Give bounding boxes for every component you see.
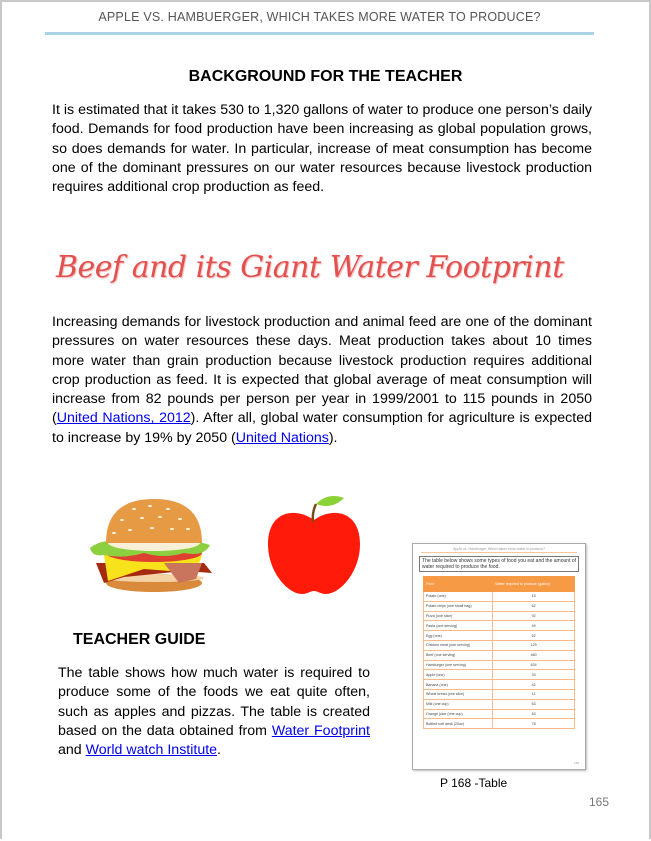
- thumbnail-header: Apple vs. Hamburger: Which takes more water to produce?: [453, 547, 545, 551]
- food-cell: Bottled soft drink (20oz): [424, 719, 493, 729]
- water-cell: 460: [493, 650, 575, 660]
- food-cell: Pizza (one slice): [424, 611, 493, 621]
- water-footprint-link[interactable]: Water Footprint: [271, 722, 370, 739]
- teacher-guide-heading: TEACHER GUIDE: [73, 631, 206, 648]
- water-cell: 52: [493, 631, 575, 641]
- food-cell: Hamburger (one serving): [424, 660, 493, 670]
- water-cell: 78: [493, 719, 575, 729]
- water-cell: 63: [493, 709, 575, 719]
- table-row: [424, 680, 575, 690]
- water-cell: 11: [493, 689, 575, 699]
- united-nations-link[interactable]: United Nations: [235, 429, 329, 446]
- water-cell: 15: [493, 592, 575, 602]
- food-cell: Milk (one cup): [424, 699, 493, 709]
- column-header: Food: [424, 577, 493, 592]
- table-row: [424, 621, 575, 631]
- beef-section-title: Beef and its Giant Water Footprint: [56, 250, 564, 285]
- background-heading: BACKGROUND FOR THE TEACHER: [188, 68, 463, 85]
- water-cell: 63: [493, 699, 575, 709]
- table-row: [424, 709, 575, 719]
- water-cell: 92: [493, 611, 575, 621]
- water-table-thumbnail: [412, 543, 586, 770]
- food-cell: Chicken meat (one serving): [424, 640, 493, 650]
- running-header: APPLE VS. HAMBUERGER, WHICH TAKES MORE WATER TO PRODUCE?: [98, 10, 541, 24]
- food-cell: Potato chips (one small bag): [424, 601, 493, 611]
- hamburger-image: [84, 493, 219, 593]
- thumbnail-intro: The table below shows some types of food you eat and the amount of water required to produce the food.: [419, 556, 579, 572]
- water-cell: 129: [493, 640, 575, 650]
- water-cell: 33: [493, 670, 575, 680]
- text: and: [58, 742, 86, 759]
- text: Increasing demands for livestock production and animal feed are one of the dominant pressures on water resources these days. Meat production takes about 10 times more water than grain production because livestock production requires additional crop production as feed. It is expected that global average of meat consumption will increase from 82 pounds per person per year in 1999/2001 to 115 pounds in 2050 (: [52, 314, 592, 427]
- text: ).: [328, 429, 338, 446]
- table-row: [424, 660, 575, 670]
- text: ). After all, global water consumption for agriculture is expected to increase by 19% by 2050 (: [52, 410, 592, 446]
- united-nations-2012-link[interactable]: United Nations, 2012: [56, 410, 191, 427]
- text: .: [217, 742, 221, 759]
- page-number: 165: [589, 795, 610, 809]
- text: The table shows how much water is required to produce some of the foods we eat quite often, such as apples and pizzas. The table is created based on the data obtained from: [58, 665, 370, 739]
- food-cell: Apple (one): [424, 670, 493, 680]
- table-row: [424, 592, 575, 602]
- background-paragraph: It is estimated that it takes 530 to 1,320 gallons of water to produce one person’s daily food. Demands for food production have been increasing as global population grows, so does demands for water. In particular, increase of meat consumption has become one of the dominant pressures on our water resources because livestock production requires additional crop production as feed.: [52, 102, 592, 196]
- thumbnail-rule: [421, 552, 577, 553]
- apple-image: [264, 492, 364, 596]
- water-cell: 42: [493, 680, 575, 690]
- food-cell: Wheat bread (one slice): [424, 689, 493, 699]
- table-row: [424, 631, 575, 641]
- table-row: [424, 611, 575, 621]
- table-row: [424, 699, 575, 709]
- food-cell: Banana (one): [424, 680, 493, 690]
- food-cell: Egg (one): [424, 631, 493, 641]
- water-table: [423, 576, 575, 729]
- beef-paragraph: [52, 313, 592, 448]
- table-caption: P 168 -Table: [440, 776, 508, 790]
- table-row: [424, 601, 575, 611]
- table-row: [424, 640, 575, 650]
- food-cell: Potato (one): [424, 592, 493, 602]
- table-row: [424, 689, 575, 699]
- world-watch-institute-link[interactable]: World watch Institute: [85, 742, 218, 759]
- water-cell: 62: [493, 601, 575, 611]
- header-rule: [45, 32, 594, 35]
- water-cell: 49: [493, 621, 575, 631]
- food-cell: Pasta (one serving): [424, 621, 493, 631]
- teacher-guide-paragraph: [58, 664, 370, 760]
- food-cell: Beef (one serving): [424, 650, 493, 660]
- water-cell: 634: [493, 660, 575, 670]
- table-row: [424, 650, 575, 660]
- table-row: [424, 670, 575, 680]
- food-cell: Orange juice (one cup): [424, 709, 493, 719]
- table-row: [424, 719, 575, 729]
- thumbnail-page-number: 168: [573, 761, 579, 765]
- column-header: Water required to produce (gallon): [493, 577, 575, 592]
